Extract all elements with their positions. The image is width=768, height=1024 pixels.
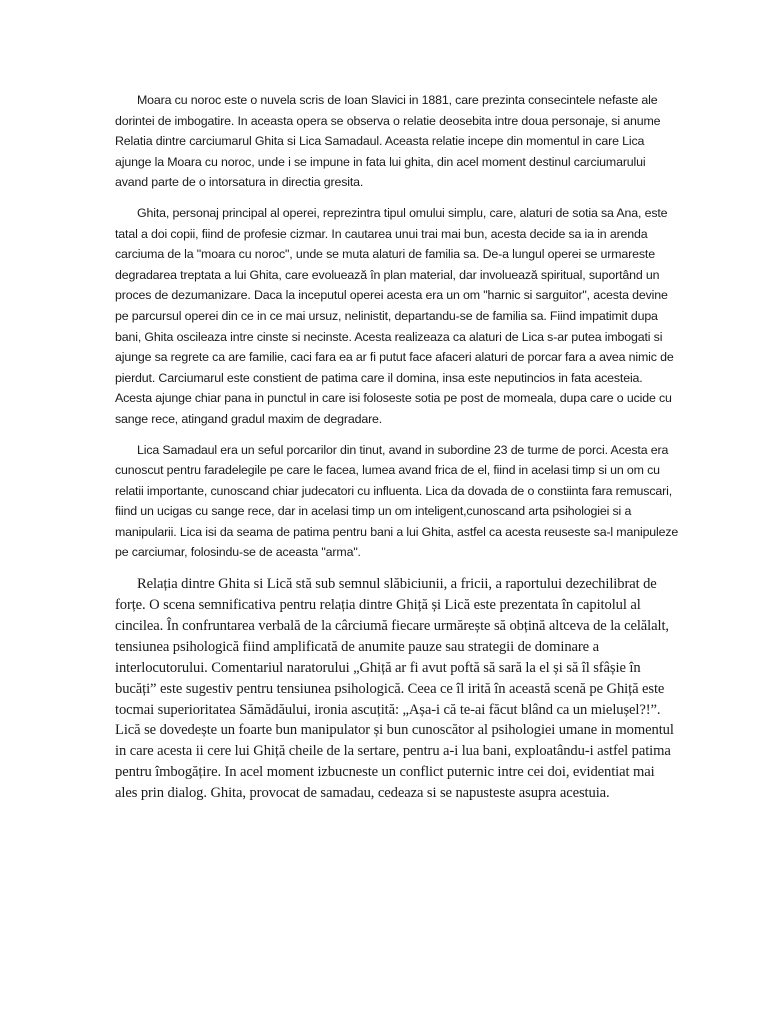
paragraph-relatia: Relația dintre Ghita si Lică stă sub semnul slăbiciunii, a fricii, a raportului dezechilibrat de forțe. O scena semnificativa pentru relația dintre Ghiță și Lică este prezentata în capitolul al cincilea. În confruntarea verbală de la cârciumă fiecare urmărește să obțină altceva de la celălalt, tensiunea psihologică fiind amplificată de anumite pauze sau strategii de dominare a interlocutorului. Comentariul naratorului „Ghiță ar fi avut poftă să sară la el și să îl sfâșie în bucăți” este sugestiv pentru tensiunea psihologică. Ceea ce îl irită în această scenă pe Ghiță este tocmai superioritatea Sămădăului, ironia ascuțită: „Așa-i că te-ai făcut blând ca un mielușel?!”. Lică se dovedește un foarte bun manipulator și bun cunoscător al psihologiei umane in momentul in care acesta ii cere lui Ghiță cheile de la sertare, pentru a-i lua bani, exploatându-i astfel patima pentru îmbogățire. In acel moment izbucneste un conflict puternic intre cei doi, evidentiat mai ales prin dialog. Ghita, provocat de samadau, cedeaza si se napusteste asupra acestuia. bbox=[115, 576, 674, 802]
paragraph-lica: Lica Samadaul era un seful porcarilor din tinut, avand in subordine 23 de turme de porci. Acesta era cunoscut pentru faradelegile pe care le facea, lumea avand frica de el, fiind in acelasi timp si un om cu relatii importante, cunoscand chiar judecatori cu influenta. Lica da dovada de o constiinta fara remuscari, fiind un ucigas cu sange rece, dar in acelasi timp un om inteligent,cunoscand arta psihologiei si a manipularii. Lica isi da seama de patima pentru bani a lui Ghita, astfel ca acesta reuseste sa-l manipuleze pe carciumar, folosindu-se de aceasta "arma". bbox=[115, 442, 679, 560]
paragraph-ghita: Ghita, personaj principal al operei, reprezintra tipul omului simplu, care, alaturi de sotia sa Ana, este tatal a doi copii, fiind de profesie cizmar. In cautarea unui trai mai bun, acesta decide sa ia in arenda carciuma de la "moara cu noroc", unde se muta alaturi de familia sa. De-a lungul operei se urmareste degradarea treptata a lui Ghita, care evoluează în plan material, dar involuează spiritual, suportând un proces de dezumanizare. Daca la inceputul operei acesta era un om "harnic si sarguitor", acesta devine pe parcursul operei din ce in ce mai ursuz, nelinistit, departandu-se de familia sa. Fiind impatimit dupa bani, Ghita oscileaza intre cinste si necinste. Acesta realizeaza ca alaturi de Lica s-ar putea imbogati si ajunge sa regrete ca are familie, caci fara ea ar fi putut face afaceri alaturi de porcar fara a avea nimic de pierdut. Carciumarul este constient de patima care il domina, insa este neputincios in fata acesteia. Acesta ajunge chiar pana in punctul in care isi foloseste sotia pe post de momeala, dupa care o ucide cu sange rece, atingand gradul maxim de degradare. bbox=[115, 205, 674, 426]
document-page bbox=[115, 90, 680, 804]
paragraph-intro: Moara cu noroc este o nuvela scris de Ioan Slavici in 1881, care prezinta consecintele nefaste ale dorintei de imbogatire. In aceasta opera se observa o relatie deosebita intre doua personaje, si anume Relatia dintre carciumarul Ghita si Lica Samadaul. Aceasta relatie incepe din momentul in care Lica ajunge la Moara cu noroc, unde i se impune in fata lui ghita, din acel moment destinul carciumarului avand parte de o intorsatura in directia gresita. bbox=[115, 93, 661, 190]
